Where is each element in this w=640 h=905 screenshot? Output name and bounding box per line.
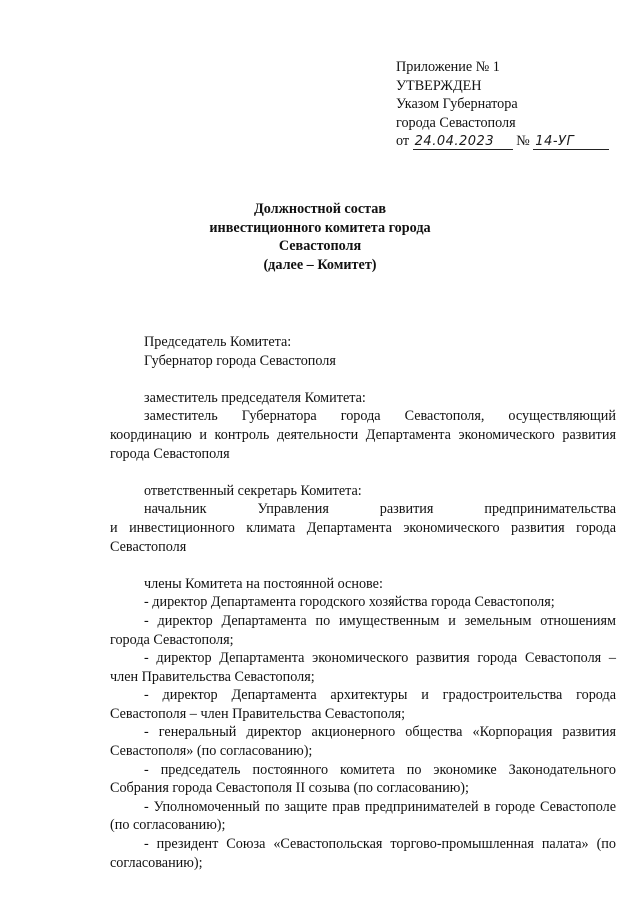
decree-number: 14-УГ: [533, 135, 609, 150]
deputy-value: заместитель Губернатора города Севастополя, осуществляющий координацию и контроль деятельности Департамента экономического развития города Севастополя: [110, 408, 616, 462]
member-item: - директор Департамента по имущественным и земельным отношениям города Севастополя;: [110, 612, 616, 648]
approval-authority-city: города Севастополя: [396, 114, 516, 131]
title-line: Севастополя: [278, 238, 362, 255]
decree-date-number-row: [396, 132, 609, 151]
title-line: инвестиционного комитета города: [209, 219, 431, 236]
number-sign: №: [516, 133, 530, 149]
composition-body: [110, 333, 616, 872]
appendix-number: Приложение № 1: [396, 59, 500, 75]
member-item: - директор Департамента архитектуры и градостроительства города Севастополя – член Правительства Севастополя;: [110, 687, 616, 722]
secretary-value-rest: и инвестиционного климата Департамента экономического развития города Севастополя: [110, 519, 616, 555]
chairman-value: Губернатор города Севастополя: [144, 352, 336, 369]
secretary-heading: ответственный секретарь Комитета:: [144, 482, 362, 499]
chairman-heading: Председатель Комитета:: [144, 334, 292, 350]
members-heading: члены Комитета на постоянной основе:: [144, 575, 383, 592]
title-line: Должностной состав: [253, 201, 387, 217]
approval-authority: Указом Губернатора: [396, 96, 518, 112]
member-item: - директор Департамента экономического развития города Севастополя – член Правительства Севастополя;: [110, 650, 616, 685]
deputy-heading: заместитель председателя Комитета:: [144, 389, 366, 406]
approval-status: УТВЕРЖДЕН: [396, 77, 482, 94]
member-item: - председатель постоянного комитета по экономике Законодательного Собрания города Севастополя II созыва (по согласованию);: [110, 761, 616, 797]
member-item: - Уполномоченный по защите прав предпринимателей в городе Севастополе (по согласованию);: [110, 798, 616, 834]
decree-date: 24.04.2023: [413, 135, 513, 150]
title-line: (далее – Комитет): [263, 256, 377, 273]
date-prefix: от: [396, 133, 410, 149]
member-item: - президент Союза «Севастопольская торгово-промышленная палата» (по согласованию);: [110, 836, 616, 871]
secretary-value-first-line: начальник Управления развития предпринимательства: [144, 501, 616, 518]
member-item: - директор Департамента городского хозяйства города Севастополя;: [144, 594, 555, 611]
member-item: - генеральный директор акционерного общества «Корпорация развития Севастополя» (по согласованию);: [110, 724, 616, 760]
document-title: [0, 200, 640, 274]
approval-block: [396, 58, 609, 151]
